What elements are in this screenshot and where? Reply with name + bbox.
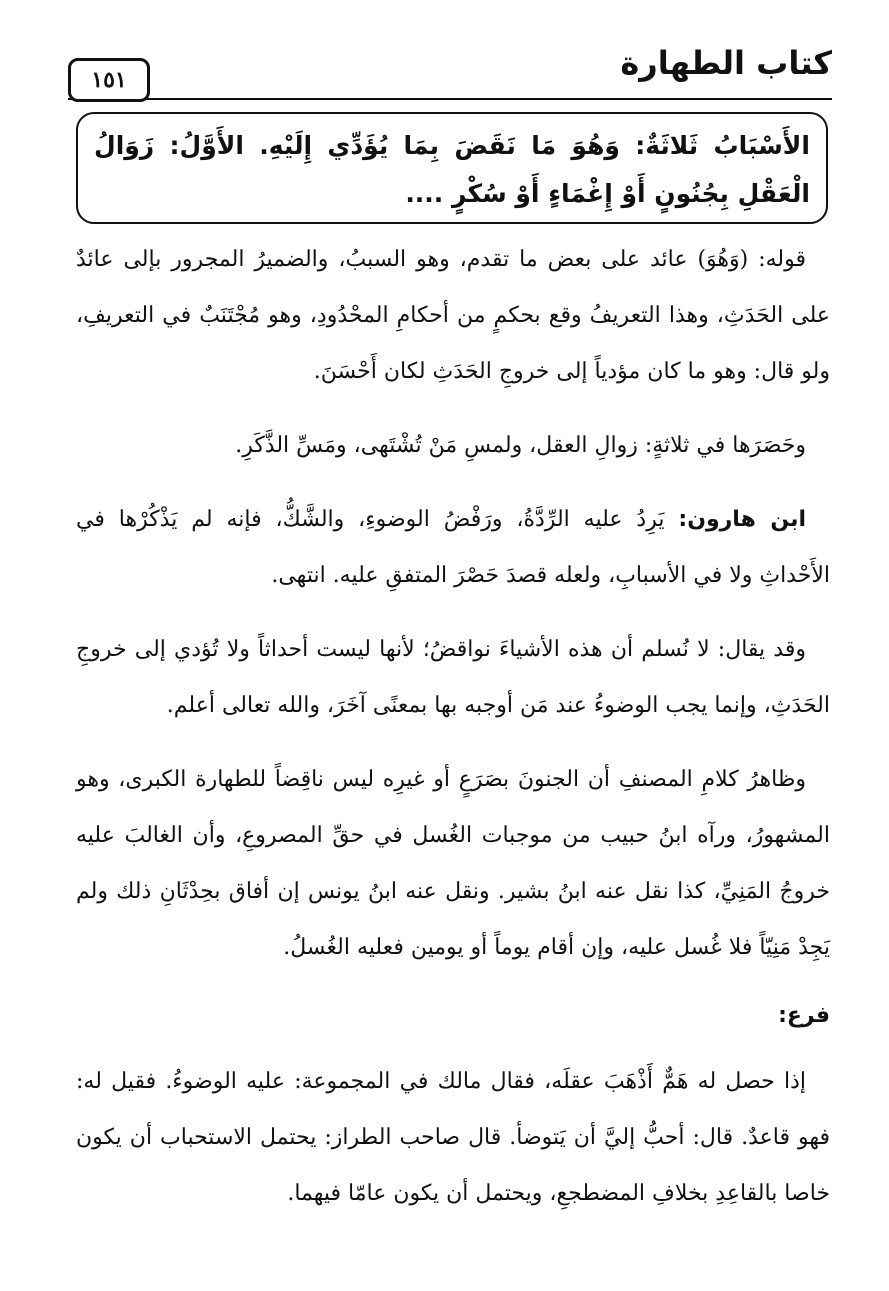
book-title: كتاب الطهارة — [620, 44, 832, 82]
commentary-paragraph: إذا حصل له هَمٌّ أَذْهَبَ عقلَه، فقال مالك في المجموعة: عليه الوضوءُ. فقيل له: فهو قاعدٌ. قال: أحبُّ إليَّ أن يَتوضأ. قال صاحب الطراز: يحتمل الاستحباب أن يكون خاصا بالقاعِدِ بخلافِ المضطجعِ، ويحتمل أن يكون عامّا فيهما. — [76, 1069, 830, 1206]
ibn-harun-paragraph — [76, 492, 830, 604]
page-number: ١٥١ — [68, 58, 150, 102]
page-header — [68, 44, 832, 102]
commentary-paragraph: وقد يقال: لا نُسلم أن هذه الأشياءَ نواقضُ؛ لأنها ليست أحداثاً ولا تُؤدي إلى خروجِ الحَدَثِ، وإنما يجب الوضوءُ عند مَن أوجبه بها بمعنًى آخَرَ، والله تعالى أعلم. — [76, 637, 830, 718]
commentary-body — [76, 232, 830, 1228]
matn-box — [76, 112, 828, 224]
subheading: فرع: — [778, 1003, 830, 1028]
commentary-paragraph: قوله: (وَهُوَ) عائد على بعض ما تقدم، وهو السببُ، والضميرُ المجرور بإلى عائدٌ على الحَدَثِ، وهذا التعريفُ وقع بحكمٍ من أحكامِ المحْدُودِ، وهو مُجْتَنَبٌ في التعريفِ، ولو قال: وهو ما كان مؤدياً إلى خروجِ الحَدَثِ لكان أَحْسَنَ. — [76, 247, 830, 384]
ibn-harun-text: يَرِدُ عليه الرِّدَّةُ، ورَفْضُ الوضوءِ، والشَّكُّ، فإنه لم يَذْكُرْها في الأَحْداثِ ولا في الأسبابِ، ولعله قصدَ حَصْرَ المتفقِ عليه. انتهى. — [76, 507, 830, 588]
ibn-harun-name: ابن هارون: — [678, 507, 806, 532]
header-rule — [68, 98, 832, 100]
matn-text: الأَسْبَابُ ثَلاثَةٌ: وَهُوَ مَا نَقَضَ بِمَا يُؤَدِّي إِلَيْهِ. الأَوَّلُ: زَوَالُ الْعَقْلِ بِجُنُونٍ أَوْ إِغْمَاءٍ أَوْ سُكْرٍ .... — [94, 131, 810, 208]
commentary-paragraph: وحَصَرَها في ثلاثةٍ: زوالِ العقل، ولمسِ مَنْ تُشْتَهى، ومَسِّ الذَّكَرِ. — [235, 433, 806, 458]
commentary-paragraph: وظاهرُ كلامِ المصنفِ أن الجنونَ بصَرَعٍ أو غيرِه ليس ناقِضاً للطهارة الكبرى، وهو المشهورُ، ورآه ابنُ حبيب من موجبات الغُسل في حقِّ المصروعِ، وأن الغالبَ عليه خروجُ المَنِيِّ، كذا نقل عنه ابنُ بشير. ونقل عنه ابنُ يونس إن أفاق بحِدْثَانِ ذلك ولم يَجِدْ مَنِيّاً فلا غُسل عليه، وإن أقام يوماً أو يومين فعليه الغُسلُ. — [76, 767, 830, 960]
